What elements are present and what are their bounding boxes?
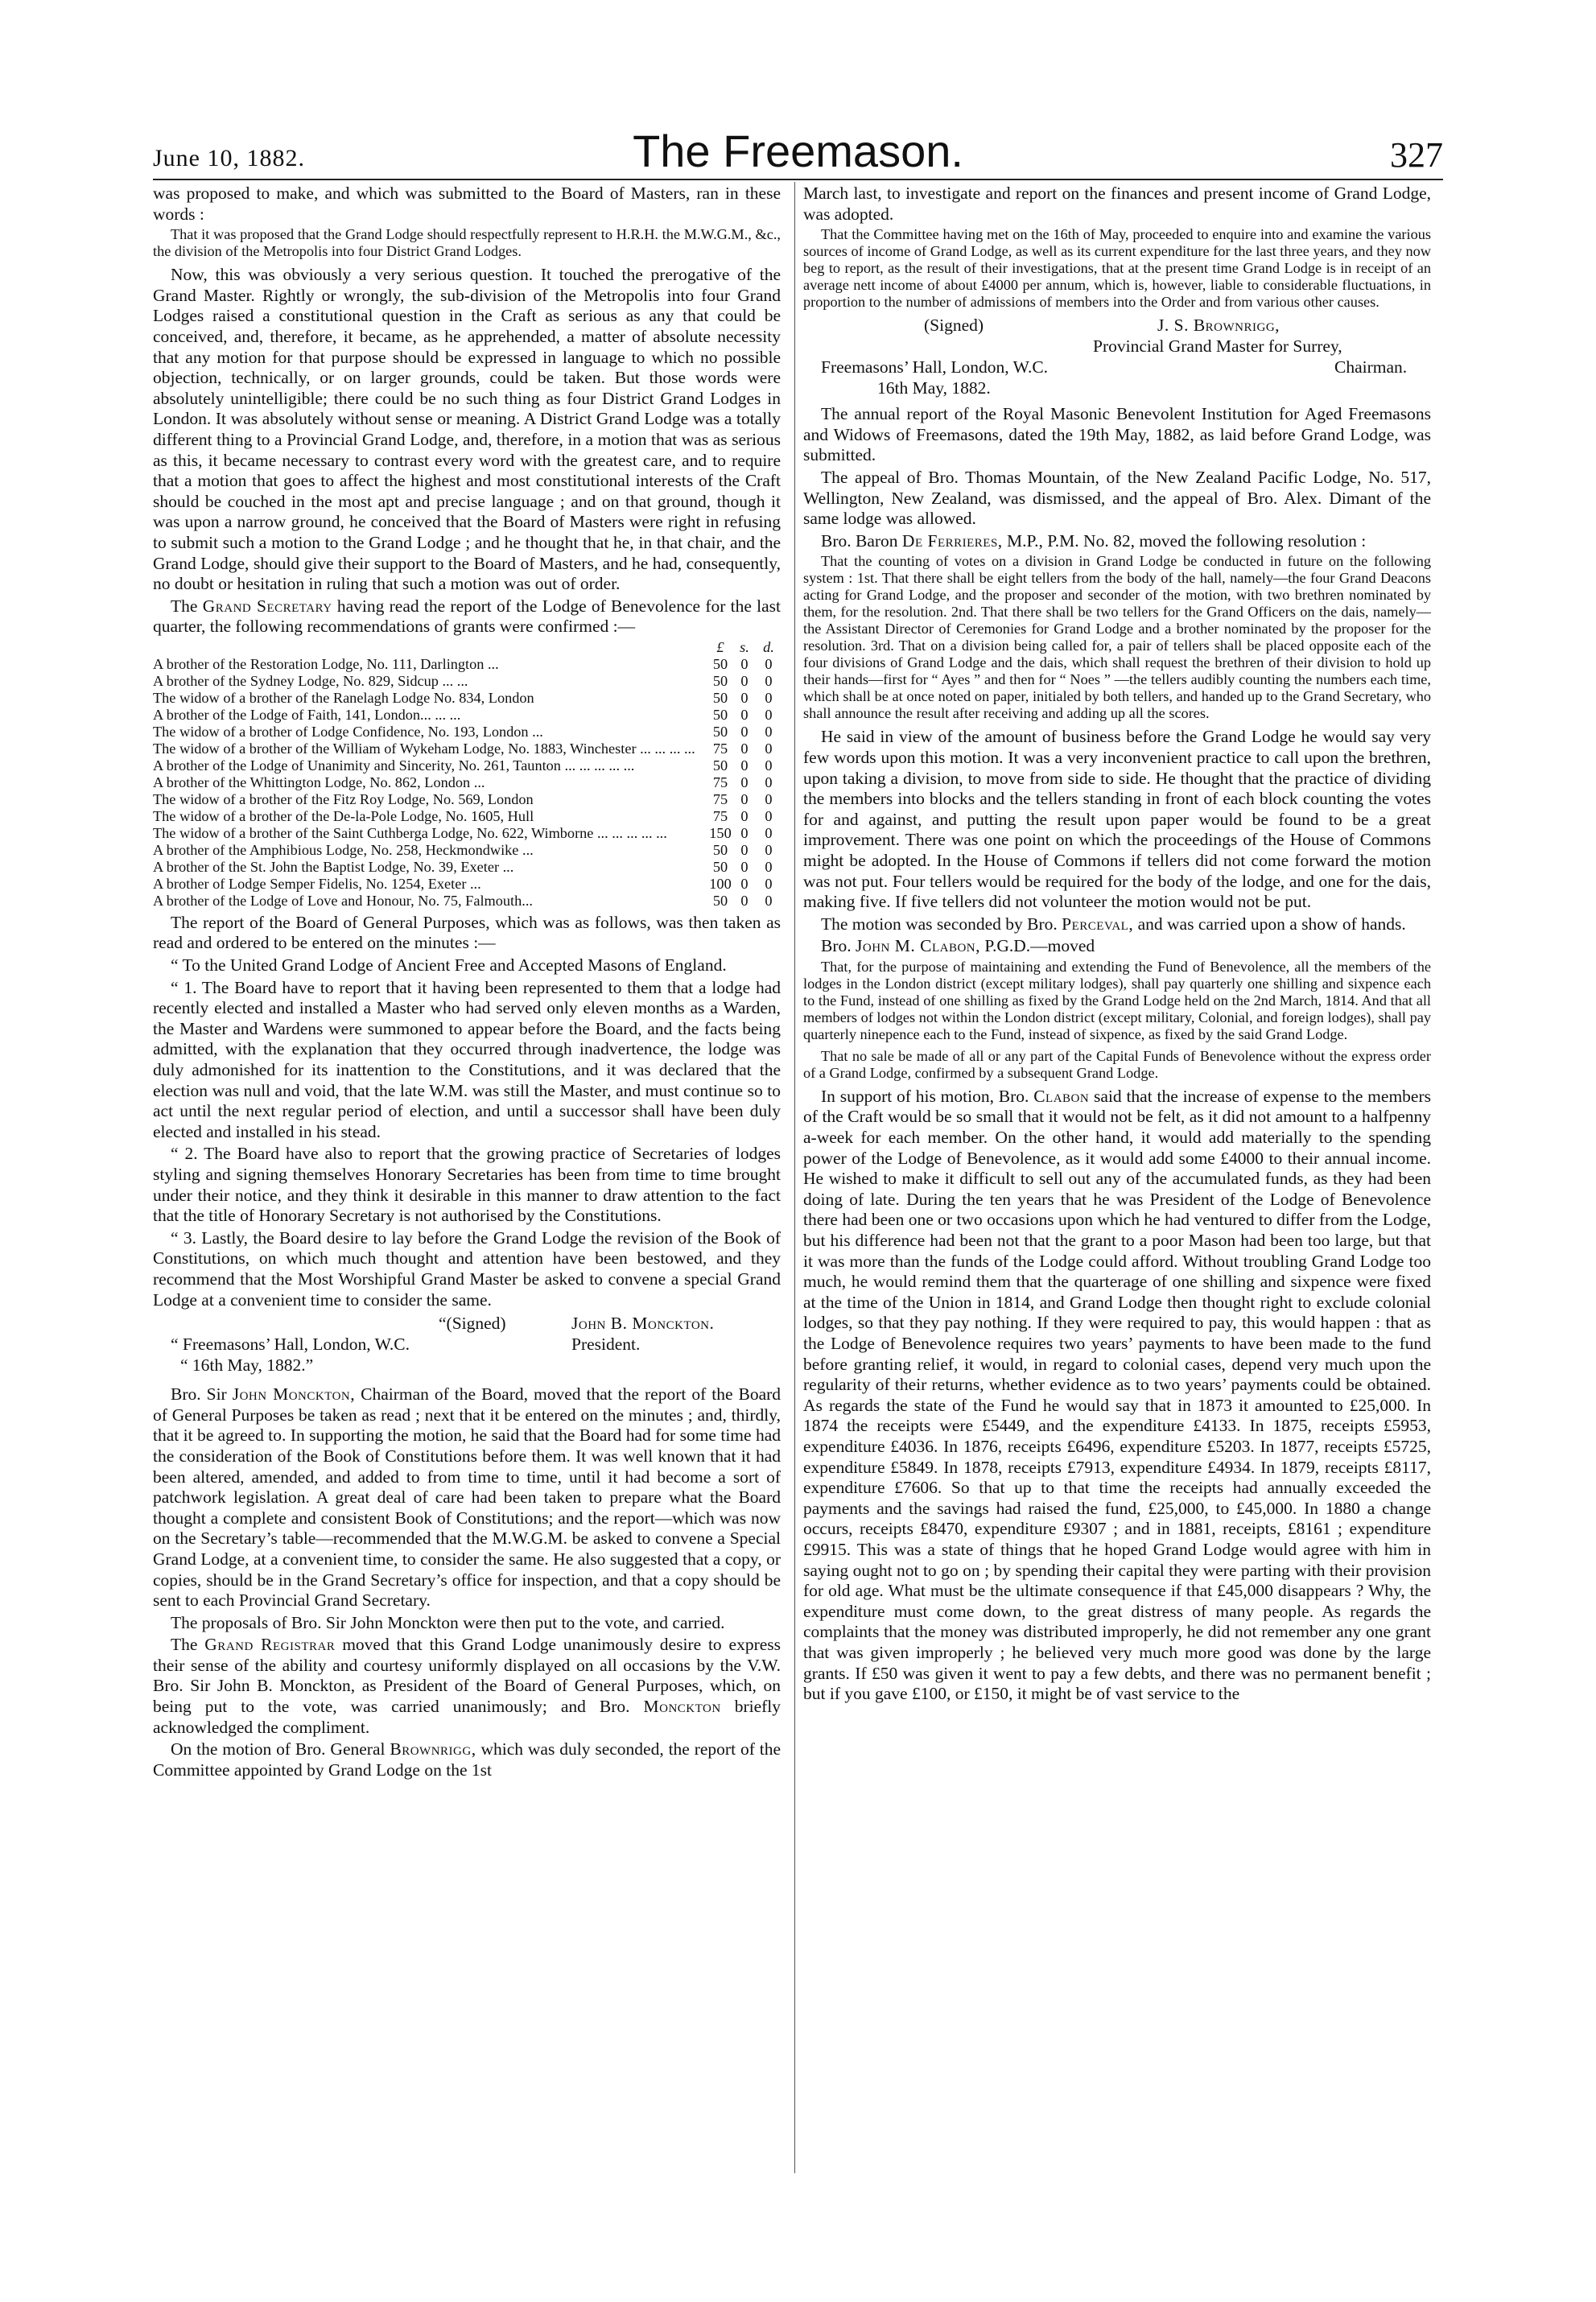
grant-pence: 0 bbox=[765, 790, 773, 807]
signatory-name: John B. Monckton. bbox=[571, 1314, 715, 1334]
grant-shillings: 0 bbox=[740, 655, 749, 672]
grant-row bbox=[153, 859, 781, 876]
text-run: The motion was seconded by Bro. bbox=[821, 914, 1058, 934]
committee-signature bbox=[803, 316, 1431, 399]
text-run: which was duly seconded, the report of the Committee appointed by Grand Lodge on the 1st bbox=[153, 1739, 781, 1780]
publication-title: The Freemason. bbox=[633, 126, 963, 176]
grant-pounds: 50 bbox=[712, 689, 728, 706]
paragraph bbox=[803, 914, 1431, 935]
grant-pence: 0 bbox=[765, 774, 773, 790]
officer-name: Grand Registrar bbox=[204, 1635, 336, 1655]
masthead-rule bbox=[153, 179, 1443, 180]
grant-pounds: 100 bbox=[709, 875, 732, 892]
masthead bbox=[153, 121, 1443, 177]
grant-description: A brother of the Whittington Lodge, No. 862, London ... bbox=[153, 774, 485, 790]
paragraph bbox=[803, 1087, 1431, 1705]
paragraph: “ To the United Grand Lodge of Ancient Free and Accepted Masons of England. bbox=[171, 955, 727, 976]
grant-shillings: 0 bbox=[740, 689, 749, 706]
grant-pence: 0 bbox=[765, 858, 773, 875]
signed-label: “(Signed) bbox=[439, 1314, 506, 1334]
left-column bbox=[153, 184, 781, 2180]
grant-pence: 0 bbox=[765, 689, 773, 706]
text-run: M.P., P.M. No. 82, moved the following resolution : bbox=[1007, 530, 1367, 551]
grant-shillings: 0 bbox=[740, 672, 749, 689]
paragraph: Now, this was obviously a very serious question. It touched the prerogative of the Grand Master. Rightly or wrongly, the sub-division of the Metropolis into four Grand Lodges raised a constitutional question in the Craft as serious as any that could be conceived, and, therefore, it became, as he apprehended, a matter of absolute necessity that any motion for that purpose should be expressed in language to which no possible objection, technically, or on larger grounds, could be taken. But those words were absolutely unintelligible; there could be no such thing as four District Grand Lodges in London. It was absolutely without sense or meaning. A District Grand Lodge was a totally different thing to a Provincial Grand Lodge, and, therefore, in a motion that was as serious as this, it became necessary to contrast every word with the greatest care, and to require that a motion that goes to affect the highest and most constitutional interests of the Craft should be couched in the most apt and precise language ; and on that ground, though it was upon a narrow ground, he conceived that the Board of Masters were right in refusing to submit such a motion to the Grand Lodge ; and he thought that he, in that chair, and the Grand Lodge, should give their support to the Board of Masters, and he had, consequently, no doubt or hesitation in ruling that such a motion was out of order. bbox=[153, 265, 781, 594]
paragraph: “ 1. The Board have to report that it having been represented to them that a lodge had recently elected and installed a Master who had served only eleven months as a Warden, the Master and Wardens were summoned to appear before the Board, and the facts being admitted, with the explanation that they occurred through inadvertence, the lodge was duly admonished for its inattention to the Constitutions, and it was declared that the election was null and void, that the late W.M. was still the Master, and must continue so to act until the next regular period of election, and until a successor shall have been duly elected and installed in his stead. bbox=[153, 977, 781, 1141]
grants-table bbox=[153, 639, 781, 910]
paragraph: “ 2. The Board have also to report that the growing practice of Secretaries of lodges styling and signing themselves Honorary Secretaries has been from time to time brought under their notice, and they think it desirable in this manner to draw attention to the fact that the title of Honorary Secretary is not authorised by the Constitutions. bbox=[153, 1144, 781, 1226]
text-run: said that the increase of expense to the members of the Craft would be so small that it would not be felt, as it did not amount to a halfpenny a-week for each member. On the other hand, it would add materially to the spending power of the Lodge of Benevolence, as it would add some £4000 to their annual income. He wished to make it difficult to sell out any of the accumulated funds, as they had been doing of late. During the ten years that he was President of the Lodge of Benevolence there had been one or two occasions upon which he had ventured to differ from the Lodge, but his difference had been not that the grant to a poor Mason had been too large, but that it was more than the funds of the Lodge could afford. Without troubling Grand Lodge too much, he would remind them that the quarterage of one shilling and sixpence were fixed at the time of the Union in 1814, and Grand Lodge then thought right to exclude colonial lodges, so that they pay nothing. If they were required to pay, this would happen : that as the Lodge of Benevolence requires two years’ payments to have been made to the fund before granting relief, it would, in regard to colonial cases, depend very much upon the regularity of their returns, whether evidence as to two years’ payments could be obtained. As regards the state of the Fund he would say that in 1873 it amounted to £25,000. In 1874 the receipts were £5449, and the expenditure £4133. In 1875, receipts £5953, expenditure £4036. In 1876, receipts £6496, expenditure £5203. In 1877, receipts £5725, expenditure £5849. In 1878, receipts £7913, expenditure £4934. In 1879, receipts £8117, expenditure £7606. So that up to that time the receipts had annually exceeded the payments and the savings had raised the fund, £25,000, to £45,000. In 1880 a change occurs, receipts £8470, expenditure £9307 ; and in 1881, receipts, £8161 ; expenditure £9915. This was a state of things that he hoped Grand Lodge would agree with him in saying ought not to go on ; by spending their capital they were parting with their provision for old age. What must be the ultimate consequence if that £45,000 disappears ? Why, the expenditure must come down, to the great distress of many people. As regards the complaints that the money was distributed improperly, he did not remember any one grant that was given improperly ; he believed very much more good was done by the large grants. If £50 was given it went to pay a few debts, and there was no permanent benefit ; but if you gave £100, or £150, it might be of vast service to the bbox=[803, 1086, 1431, 1704]
grant-pence: 0 bbox=[765, 706, 773, 723]
grant-pounds: 75 bbox=[712, 740, 728, 757]
issue-date: June 10, 1882. bbox=[153, 145, 305, 171]
paragraph bbox=[803, 936, 1431, 957]
paragraph bbox=[153, 1739, 781, 1780]
column-divider bbox=[794, 182, 795, 2173]
grant-row bbox=[153, 673, 781, 690]
paragraph: He said in view of the amount of business before the Grand Lodge he would say very few words upon this motion. It was a very inconvenient practice to call upon the brethren, upon taking a division, to move from side to side. He thought that the practice of dividing the members into blocks and the tellers standing in front of each block counting the votes for and against, and putting the result upon paper would be found to be a great improvement. There was one point on which the proceedings of the House of Commons might be adopted. In the House of Commons if tellers did not come forward the motion was not put. Four tellers would be required for the body of the lodge, and one for the dais, making five. If five tellers did not volunteer the motion would not be put. bbox=[803, 727, 1431, 912]
grant-pounds: 75 bbox=[712, 790, 728, 807]
grant-description: The widow of a brother of the Saint Cuthberga Lodge, No. 622, Wimborne ... ... ... ... ... bbox=[153, 824, 667, 841]
grant-description: The widow of a brother of the De-la-Pole Lodge, No. 1605, Hull bbox=[153, 807, 534, 824]
grant-row bbox=[153, 842, 781, 859]
text-run: Chairman of the Board, moved that the report of the Board of General Purposes be taken as read ; next that it be entered on the minutes ; and, thirdly, that it be agreed to. In supporting the motion, he said that the Board had for some time had the consideration of the Book of Constitutions before them. It was well known that it had been altered, amended, and added to from time to time, until it had become a sort of patchwork legislation. A great deal of care had been taken to prepare what the Board thought a complete and consistent Book of Constitutions; and the report—which was now on the Secretary’s table—recommended that the M.W.G.M. be asked to convene a Special Grand Lodge, at a convenient time, to consider the same. He also suggested that a copy, or copies, should be in the Grand Secretary’s office for inspection, and that a copy should be sent to each Provincial Grand Secretary. bbox=[153, 1384, 781, 1611]
grant-shillings: 0 bbox=[740, 774, 749, 790]
paragraph bbox=[803, 531, 1431, 552]
grant-row bbox=[153, 876, 781, 893]
grant-pounds: 75 bbox=[712, 774, 728, 790]
grant-row bbox=[153, 791, 781, 808]
paragraph: The annual report of the Royal Masonic Benevolent Institution for Aged Freemasons and Widows of Freemasons, dated the 19th May, 1882, as laid before Grand Lodge, was submitted. bbox=[803, 404, 1431, 465]
grant-shillings: 0 bbox=[740, 841, 749, 858]
header-pounds: £ bbox=[716, 638, 724, 655]
text-run: Bro. bbox=[821, 936, 852, 956]
page-number: 327 bbox=[1390, 135, 1443, 175]
resolution-quote: That the counting of votes on a division in Grand Lodge be conducted in future on the following system : 1st. That there shall be eight tellers from the body of the hall, namely—the four Grand Deacons acting for Grand Lodge, and the proposer and seconder of the motion, with two brethren nominated by them, for the resolution. 2nd. That there shall be two tellers for the Grand Officers on the dais, namely—the Assistant Director of Ceremonies for Grand Lodge and a brother nominated by the proposer for the resolution. 3rd. That on a division being called for, a pair of tellers shall be placed opposite each of the four divisions of Grand Lodge and the dais, which shall request the brethren of their division to hold up their hands—first for “ Ayes ” and then for “ Noes ” —the tellers audibly counting the numbers each time, which shall be at once noted on paper, initialed by both tellers, and handed up to the Grand Secretary, who shall announce the result after receiving and adding up all the scores. bbox=[803, 553, 1431, 722]
committee-report-quote: That the Committee having met on the 16th of May, proceeded to enquire into and examine the various sources of income of Grand Lodge, as well as its current expenditure for the last three years, and they now beg to report, as the result of their investigations, that at the present time Grand Lodge is in receipt of an average nett income of about £4000 per annum, which is, however, liable to considerable fluctuations, in proportion to the number of admissions of members into the Order and from various other causes. bbox=[803, 226, 1431, 311]
signed-label: (Signed) bbox=[924, 316, 984, 336]
grant-pence: 0 bbox=[765, 757, 773, 774]
grant-pence: 0 bbox=[765, 672, 773, 689]
text-run: On the motion of Bro. General bbox=[171, 1739, 386, 1760]
grant-description: The widow of a brother of the Ranelagh Lodge No. 834, London bbox=[153, 689, 534, 706]
paragraph bbox=[153, 596, 781, 637]
grant-row bbox=[153, 774, 781, 791]
paragraph: “ 3. Lastly, the Board desire to lay before the Grand Lodge the revision of the Book of Constitutions, on which much thought and attention have been bestowed, and they recommend that the Most Worshipful Grand Master be asked to convene a special Grand Lodge at a convenient time to consider the same. bbox=[153, 1227, 781, 1310]
text-run: Bro. Sir bbox=[171, 1384, 227, 1405]
text-run: moved that this Grand Lodge unanimously desire to express their sense of the ability and courtesy uniformly displayed on all occasions by the V.W. Bro. Sir John B. Monckton, as President of the Board of General Purposes, which, on being put to the vote, was carried unanimously; and Bro. bbox=[153, 1635, 781, 1717]
text-run: P.G.D.—moved bbox=[984, 936, 1095, 956]
grant-shillings: 0 bbox=[740, 706, 749, 723]
grant-shillings: 0 bbox=[740, 757, 749, 774]
grant-description: A brother of the Sydney Lodge, No. 829, Sidcup ... ... bbox=[153, 672, 468, 689]
person-name: De Ferrieres, bbox=[901, 530, 1003, 551]
paragraph: March last, to investigate and report on the finances and present income of Grand Lodge, was adopted. bbox=[803, 184, 1431, 224]
grant-description: A brother of the Lodge of Faith, 141, London... ... ... bbox=[153, 706, 461, 723]
grant-description: A brother of Lodge Semper Fidelis, No. 1254, Exeter ... bbox=[153, 875, 481, 892]
motion-quote: That, for the purpose of maintaining and extending the Fund of Benevolence, all the members of the lodges in the London district (except military lodges), shall pay quarterly one shilling and sixpence each to the Fund, instead of one shilling as fixed by the Grand Lodge held on the 2nd March, 1814. And that all members of lodges not within the London district (except military, Colonial, and foreign lodges), shall pay quarterly ninepence each to the Fund, instead of sixpence, as fixed by the said Grand Lodge. bbox=[803, 958, 1431, 1042]
grant-shillings: 0 bbox=[740, 875, 749, 892]
grant-pence: 0 bbox=[765, 892, 773, 909]
person-name: Perceval, bbox=[1062, 914, 1134, 934]
text-run: The bbox=[171, 596, 198, 616]
grant-shillings: 0 bbox=[740, 858, 749, 875]
grant-row bbox=[153, 808, 781, 825]
header-shillings: s. bbox=[740, 638, 749, 655]
grant-row bbox=[153, 741, 781, 757]
grant-pence: 0 bbox=[765, 875, 773, 892]
signature-date: 16th May, 1882. bbox=[877, 378, 991, 398]
grant-row bbox=[153, 825, 781, 842]
paragraph bbox=[153, 1384, 781, 1611]
grants-header-row bbox=[153, 639, 781, 656]
board-signature bbox=[153, 1314, 781, 1378]
grant-shillings: 0 bbox=[740, 723, 749, 740]
grant-row bbox=[153, 724, 781, 741]
paragraph: The appeal of Bro. Thomas Mountain, of the New Zealand Pacific Lodge, No. 517, Wellington, New Zealand, was dismissed, and the appeal of Bro. Alex. Dimant of the same lodge was allowed. bbox=[803, 467, 1431, 529]
grant-shillings: 0 bbox=[740, 892, 749, 909]
text-run: In support of his motion, Bro. bbox=[821, 1086, 1029, 1106]
grant-pence: 0 bbox=[765, 740, 773, 757]
grant-pounds: 50 bbox=[712, 892, 728, 909]
person-name: John Monckton, bbox=[232, 1384, 356, 1405]
grant-pence: 0 bbox=[765, 655, 773, 672]
grant-row bbox=[153, 656, 781, 673]
grant-description: A brother of the Restoration Lodge, No. 111, Darlington ... bbox=[153, 655, 499, 672]
signatory-title: Provincial Grand Master for Surrey, bbox=[1093, 336, 1342, 357]
person-name: John M. Clabon, bbox=[856, 936, 980, 956]
grant-pence: 0 bbox=[765, 824, 773, 841]
person-name: Monckton bbox=[643, 1697, 721, 1717]
quoted-resolution: That it was proposed that the Grand Lodge should respectfully represent to H.R.H. the M.W.G.M., &c., the division of the Metropolis into four District Grand Lodges. bbox=[153, 226, 781, 260]
motion-quote: That no sale be made of all or any part of the Capital Funds of Benevolence without the express order of a Grand Lodge, confirmed by a subsequent Grand Lodge. bbox=[803, 1047, 1431, 1081]
paragraph: The report of the Board of General Purposes, which was as follows, was then taken as read and ordered to be entered on the minutes :— bbox=[153, 912, 781, 953]
grant-description: The widow of a brother of the Fitz Roy Lodge, No. 569, London bbox=[153, 790, 534, 807]
grant-shillings: 0 bbox=[740, 740, 749, 757]
grant-description: A brother of the St. John the Baptist Lodge, No. 39, Exeter ... bbox=[153, 858, 514, 875]
grant-pence: 0 bbox=[765, 723, 773, 740]
signatory-name: J. S. Brownrigg, bbox=[1157, 316, 1281, 336]
signatory-role: Chairman. bbox=[1334, 357, 1408, 377]
grant-pounds: 50 bbox=[712, 706, 728, 723]
grant-description: A brother of the Amphibious Lodge, No. 258, Heckmondwike ... bbox=[153, 841, 534, 858]
person-name: Brownrigg, bbox=[390, 1739, 476, 1760]
text-run: Bro. Baron bbox=[821, 530, 898, 551]
header-pence: d. bbox=[763, 638, 774, 655]
text-run: having read the report of the Lodge of Benevolence for the last quarter, the following recommendations of grants were confirmed :— bbox=[153, 596, 781, 637]
grant-pounds: 150 bbox=[709, 824, 732, 841]
signature-place: “ Freemasons’ Hall, London, W.C. bbox=[171, 1335, 410, 1355]
signature-place: Freemasons’ Hall, London, W.C. bbox=[821, 357, 1049, 377]
grant-pounds: 50 bbox=[712, 757, 728, 774]
grant-shillings: 0 bbox=[740, 790, 749, 807]
grant-pence: 0 bbox=[765, 841, 773, 858]
grant-row bbox=[153, 893, 781, 910]
right-column bbox=[803, 184, 1431, 2180]
grant-row bbox=[153, 757, 781, 774]
grant-row bbox=[153, 707, 781, 724]
grant-pounds: 50 bbox=[712, 655, 728, 672]
text-run: The bbox=[171, 1635, 198, 1655]
text-run: and was carried upon a show of hands. bbox=[1137, 914, 1406, 934]
grant-pounds: 50 bbox=[712, 858, 728, 875]
signature-date: “ 16th May, 1882.” bbox=[180, 1355, 314, 1376]
grant-description: The widow of a brother of the William of Wykeham Lodge, No. 1883, Winchester ... ... ... ... bbox=[153, 740, 695, 757]
grant-pounds: 50 bbox=[712, 841, 728, 858]
officer-name: Grand Secretary bbox=[202, 596, 332, 616]
signatory-title: President. bbox=[571, 1335, 641, 1355]
text-run: briefly acknowledged the compliment. bbox=[153, 1697, 781, 1737]
paragraph: The proposals of Bro. Sir John Monckton were then put to the vote, and carried. bbox=[171, 1612, 725, 1632]
grant-pounds: 50 bbox=[712, 672, 728, 689]
grant-shillings: 0 bbox=[740, 807, 749, 824]
paragraph bbox=[153, 1635, 781, 1738]
grant-description: A brother of the Lodge of Love and Honour, No. 75, Falmouth... bbox=[153, 892, 533, 909]
grant-pounds: 75 bbox=[712, 807, 728, 824]
grant-row bbox=[153, 690, 781, 707]
grant-description: The widow of a brother of Lodge Confidence, No. 193, London ... bbox=[153, 723, 543, 740]
paragraph: was proposed to make, and which was submitted to the Board of Masters, ran in these words : bbox=[153, 184, 781, 224]
grant-shillings: 0 bbox=[740, 824, 749, 841]
grant-pence: 0 bbox=[765, 807, 773, 824]
grant-description: A brother of the Lodge of Unanimity and Sincerity, No. 261, Taunton ... ... ... ... ... bbox=[153, 757, 635, 774]
person-name: Clabon bbox=[1033, 1086, 1090, 1106]
grant-pounds: 50 bbox=[712, 723, 728, 740]
